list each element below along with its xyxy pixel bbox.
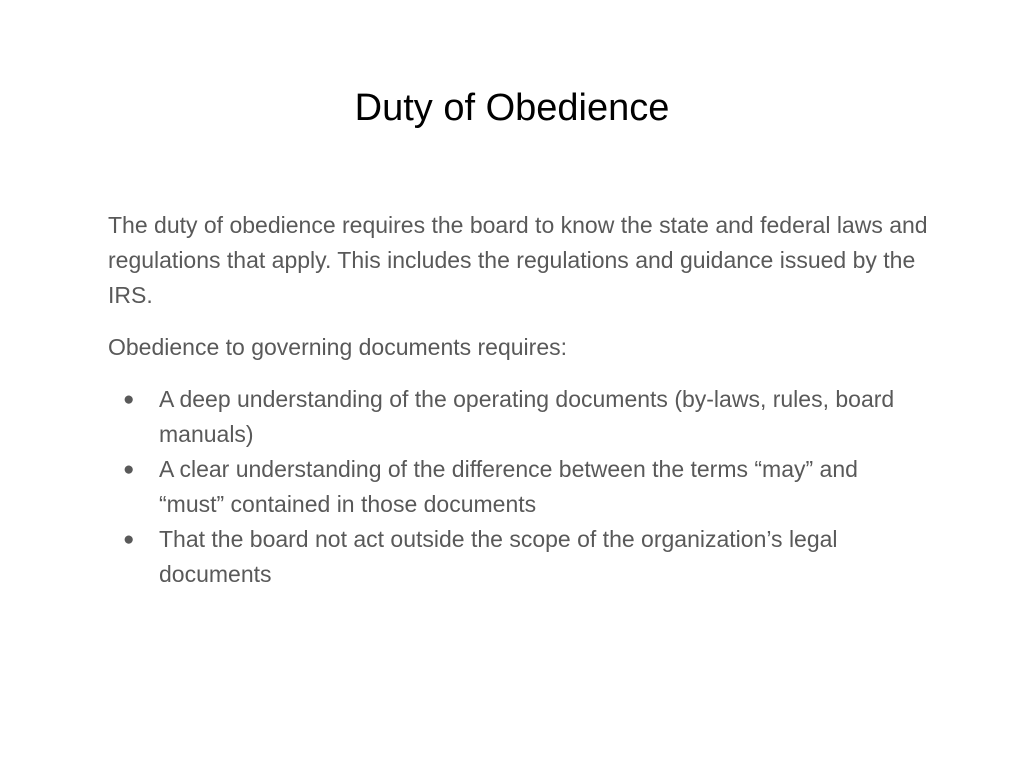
bullet-icon: ● — [123, 389, 135, 410]
requirements-list — [108, 382, 928, 592]
list-item — [108, 452, 928, 522]
intro-paragraph: The duty of obedience requires the board to know the state and federal laws and regulations that apply. This includes the regulations and guidance issued by the IRS. — [108, 212, 928, 308]
slide-body — [108, 208, 928, 592]
bullet-icon: ● — [123, 529, 135, 550]
list-item — [108, 382, 928, 452]
slide-title: Duty of Obedience — [354, 87, 670, 129]
list-item-text: That the board not act outside the scope of the organization’s legal documents — [159, 526, 838, 587]
list-item-text: A clear understanding of the difference between the terms “may” and “must” contained in those documents — [159, 456, 858, 517]
list-item — [108, 522, 928, 592]
governing-documents-paragraph: Obedience to governing documents requires: — [108, 334, 568, 360]
list-item-text: A deep understanding of the operating documents (by-laws, rules, board manuals) — [159, 386, 895, 447]
bullet-icon: ● — [123, 459, 135, 480]
